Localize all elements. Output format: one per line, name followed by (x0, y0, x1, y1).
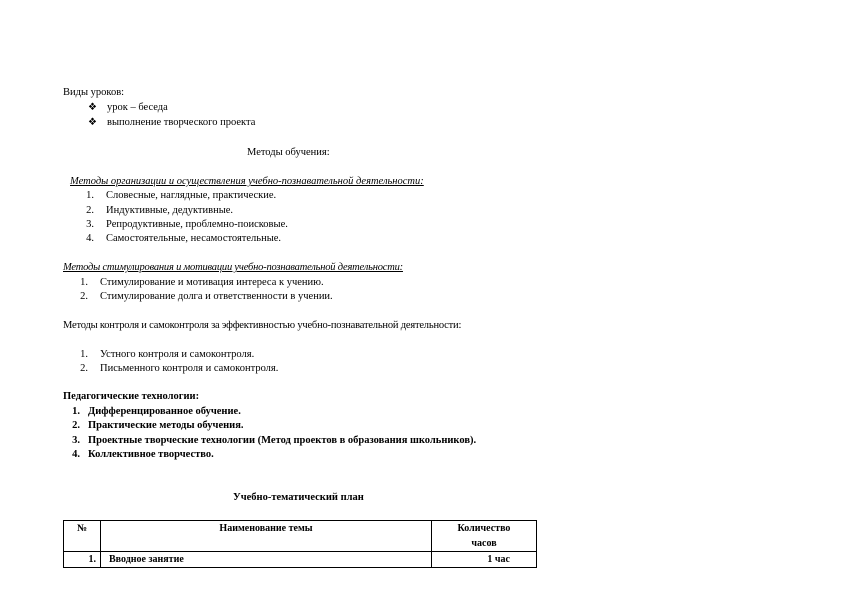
control-method-item: Письменного контроля и самоконтроля. (100, 363, 279, 374)
technology-item: Коллективное творчество. (88, 449, 214, 460)
control-method-item: Устного контроля и самоконтроля. (100, 349, 255, 360)
organization-method-item: Индуктивные, дедуктивные. (106, 205, 234, 216)
list-number: 1. (80, 277, 88, 288)
organization-method-item: Словесные, наглядные, практические. (106, 190, 277, 201)
list-number: 4. (86, 233, 94, 244)
table-header-row (64, 521, 537, 552)
technologies-heading: Педагогические технологии: (63, 391, 200, 402)
plan-title: Учебно-тематический план (233, 492, 364, 503)
list-number: 2. (72, 420, 80, 431)
plan-table (63, 520, 537, 568)
methods-title: Методы обучения: (247, 147, 330, 158)
lesson-type-item: урок – беседа (107, 102, 168, 113)
header-topic: Наименование темы (101, 521, 432, 552)
list-number: 2. (80, 363, 88, 374)
header-hours (432, 521, 537, 552)
stimulation-methods-heading: Методы стимулирования и мотивации учебно-познавательной деятельности: (63, 262, 403, 273)
table-row (64, 552, 537, 568)
organization-method-item: Репродуктивные, проблемно-поисковые. (106, 219, 288, 230)
technology-item: Практические методы обучения. (88, 420, 244, 431)
list-number: 2. (80, 291, 88, 302)
list-number: 1. (80, 349, 88, 360)
list-number: 3. (72, 435, 80, 446)
row-num: 1. (64, 552, 101, 568)
list-number: 4. (72, 449, 80, 460)
organization-method-item: Самостоятельные, несамостоятельные. (106, 233, 282, 244)
stimulation-method-item: Стимулирование и мотивация интереса к учению. (100, 277, 324, 288)
stimulation-method-item: Стимулирование долга и ответственности в учении. (100, 291, 333, 302)
header-num: № (64, 521, 101, 552)
control-methods-heading: Методы контроля и самоконтроля за эффективностью учебно-познавательной деятельности: (63, 320, 462, 331)
row-topic: Вводное занятие (101, 552, 432, 568)
diamond-bullet-icon: ❖ (88, 102, 97, 113)
organization-methods-heading: Методы организации и осуществления учебно-познавательной деятельности: (70, 176, 424, 187)
list-number: 2. (86, 205, 94, 216)
technology-item: Проектные творческие технологии (Метод проектов в образования школьников). (88, 435, 477, 446)
lesson-types-heading: Виды уроков: (63, 87, 125, 98)
lesson-type-item: выполнение творческого проекта (107, 117, 256, 128)
diamond-bullet-icon: ❖ (88, 117, 97, 128)
header-hours-line2: часов (471, 538, 497, 549)
list-number: 1. (86, 190, 94, 201)
technology-item: Дифференцированное обучение. (88, 406, 241, 417)
list-number: 3. (86, 219, 94, 230)
row-hours: 1 час (432, 552, 537, 568)
list-number: 1. (72, 406, 80, 417)
header-hours-line1: Количество (457, 523, 511, 534)
